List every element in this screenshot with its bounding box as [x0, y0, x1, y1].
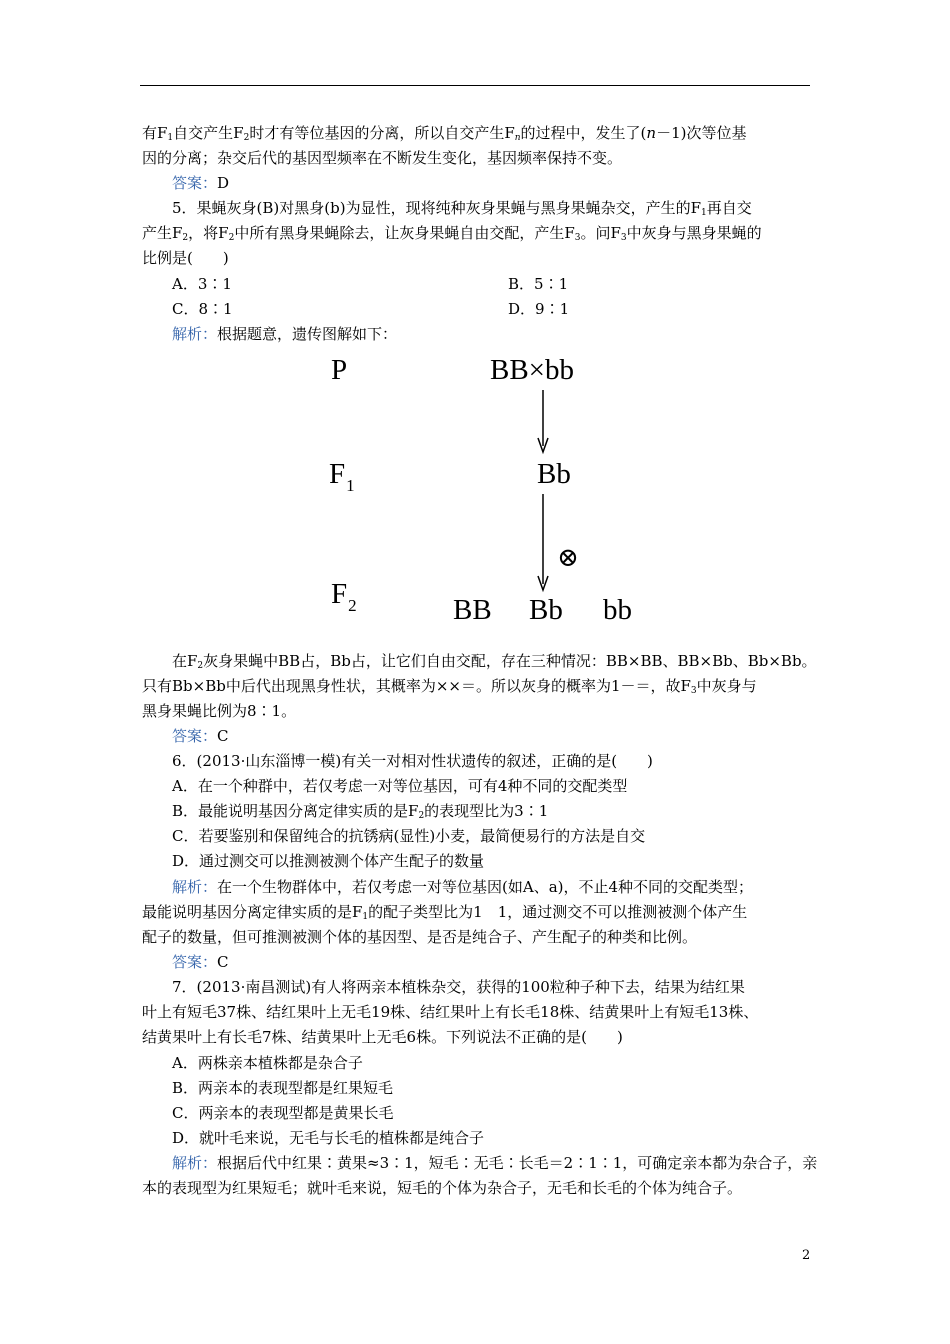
q5-option-c: C．8∶1: [172, 300, 233, 318]
continuation-line-2: 因的分离；杂交后代的基因型频率在不断发生变化，基因频率保持不变。: [142, 149, 623, 167]
continuation-line-1: 有$F_1$自交产生$F_2$时才有等位基因的分离，所以自交产生$F_n$的过程中，发生了(n－1)次等位基: [142, 124, 747, 143]
answer-prev: 答案：D: [172, 174, 230, 192]
diagram-f1-genotype: Bb: [537, 458, 571, 490]
q6-analysis-line-2: 最能说明基因分离定律实质的是$F_1$的配子类型比为1 1，通过测交不可以推测被测个体产生: [142, 903, 748, 922]
q5-analysis-line-1: 在$F_2$灰身果蝇中BB占，Bb占，让它们自由交配，存在三种情况：BB×BB、BB×Bb、Bb×Bb。: [172, 652, 817, 671]
diagram-f2-bb-recessive: bb: [603, 594, 632, 626]
selfing-symbol: ⊗: [557, 543, 579, 572]
q5-analysis-line-3: 黑身果蝇比例为8∶1。: [142, 702, 297, 720]
q6-option-b: B．最能说明基因分离定律实质的是$F_2$的表现型比为3∶1: [172, 802, 549, 821]
q6-stem: 6．(2013·山东淄博一模)有关一对相对性状遗传的叙述，正确的是( ): [172, 752, 653, 770]
q6-option-d: D．通过测交可以推测被测个体产生配子的数量: [172, 852, 485, 870]
q7-stem-line-2: 叶上有短毛37株、结红果叶上无毛19株、结红果叶上有长毛18株、结黄果叶上有短毛13株、: [142, 1003, 759, 1021]
q5-analysis-intro: 解析：根据题意，遗传图解如下：: [172, 325, 398, 343]
page-number: 2: [802, 1248, 811, 1263]
q6-analysis-line-1: 解析：在一个生物群体中，若仅考虑一对等位基因(如A、a)，不止4种不同的交配类型；: [172, 878, 754, 896]
q5-option-b: B．5∶1: [508, 275, 569, 293]
q7-option-c: C．两亲本的表现型都是黄果长毛: [172, 1104, 394, 1122]
q7-analysis-line-1: 解析：根据后代中红果∶黄果≈3∶1，短毛∶无毛∶长毛＝2∶1∶1，可确定亲本都为杂合子，亲: [172, 1154, 818, 1172]
q7-stem-line-1: 7．(2013·南昌测试)有人将两亲本植株杂交，获得的100粒种子种下去，结果为结红果: [172, 978, 745, 996]
q6-answer: 答案：C: [172, 953, 229, 971]
q6-analysis-line-3: 配子的数量，但可推测被测个体的基因型、是否是纯合子、产生配子的种类和比例。: [142, 928, 698, 946]
diagram-p-cross: BB×bb: [490, 354, 575, 386]
q7-option-d: D．就叶毛来说，无毛与长毛的植株都是纯合子: [172, 1129, 485, 1147]
q5-stem-line-2: 产生$F_2$，将$F_2$中所有黑身果蝇除去，让灰身果蝇自由交配，产生$F_3$。问$F_3$中灰身与黑身果蝇的: [142, 224, 762, 243]
q5-option-d: D．9∶1: [508, 300, 570, 318]
q5-option-a: A．3∶1: [172, 275, 232, 293]
q7-stem-line-3: 结黄果叶上有长毛7株、结黄果叶上无毛6株。下列说法不正确的是( ): [142, 1028, 623, 1046]
q6-option-c: C．若要鉴别和保留纯合的抗锈病(显性)小麦，最简便易行的方法是自交: [172, 827, 646, 845]
q6-option-a: A．在一个种群中，若仅考虑一对等位基因，可有4种不同的交配类型: [172, 777, 628, 795]
q5-analysis-line-2: 只有Bb×Bb中后代出现黑身性状，其概率为××＝。所以灰身的概率为1－＝，故$F_3$中灰身与: [142, 677, 757, 696]
diagram-label-p: P: [331, 354, 348, 386]
arrow-f1-to-f2: [538, 494, 548, 590]
diagram-label-f1: $F_1$: [329, 458, 355, 495]
diagram-f2-bb-hetero: Bb: [529, 594, 563, 626]
q5-answer: 答案：C: [172, 727, 229, 745]
diagram-f2-bb-dominant: BB: [453, 594, 492, 626]
diagram-label-f2: $F_2$: [331, 578, 357, 615]
q7-analysis-line-2: 本的表现型为红果短毛；就叶毛来说，短毛的个体为杂合子，无毛和长毛的个体为纯合子。: [142, 1179, 743, 1197]
arrow-p-to-f1: [538, 390, 548, 452]
q5-stem-line-3: 比例是( ): [142, 249, 229, 267]
q5-stem-line-1: 5．果蝇灰身(B)对黑身(b)为显性，现将纯种灰身果蝇与黑身果蝇杂交，产生的$F_1$再自交: [172, 199, 752, 218]
q7-option-b: B．两亲本的表现型都是红果短毛: [172, 1079, 394, 1097]
q7-option-a: A．两株亲本植株都是杂合子: [172, 1054, 363, 1072]
